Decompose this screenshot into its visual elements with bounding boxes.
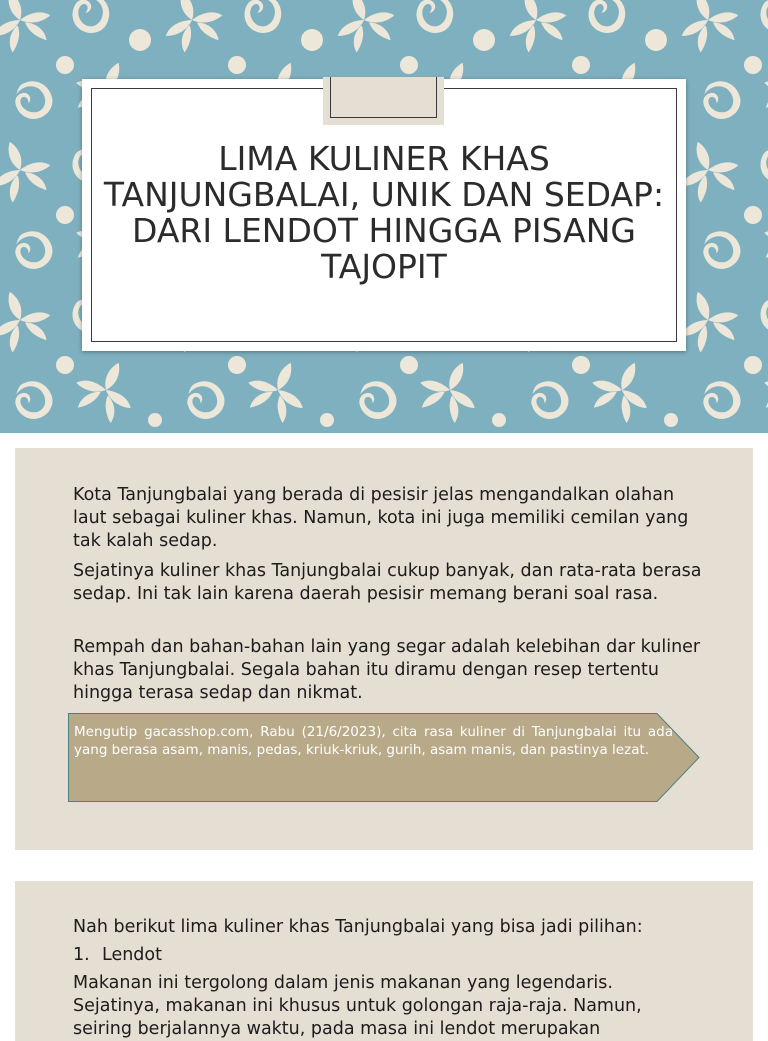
- list-intro: Nah berikut lima kuliner khas Tanjungbalai yang bisa jadi pilihan:: [73, 917, 643, 937]
- content-slide-list: [15, 881, 753, 1041]
- slide-title: LIMA KULINER KHAS TANJUNGBALAI, UNIK DAN SEDAP: DARI LENDOT HINGGA PISANG TAJOPIT: [103, 139, 665, 286]
- list-item-label: Lendot: [102, 945, 162, 965]
- content-slide-intro: [15, 448, 753, 850]
- paragraph-lendot: Makanan ini tergolong dalam jenis makanan yang legendaris. Sejatinya, makanan ini khusus untuk golongan raja-raja. Namun, seiring berjalannya waktu, pada masa ini lendot merupakan: [73, 973, 642, 1039]
- title-tab-decoration: [323, 77, 444, 125]
- paragraph-2: Sejatinya kuliner khas Tanjungbalai cukup banyak, dan rata-rata berasa sedap. Ini tak lain karena daerah pesisir memang berani soal rasa.: [73, 561, 702, 604]
- title-tab-frame: [330, 77, 437, 118]
- paragraph-1: Kota Tanjungbalai yang berada di pesisir jelas mengandalkan olahan laut sebagai kuliner khas. Namun, kota ini juga memiliki cemilan yang tak kalah sedap.: [73, 485, 689, 551]
- paragraph-3: Rempah dan bahan-bahan lain yang segar adalah kelebihan dar kuliner khas Tanjungbalai. Segala bahan itu diramu dengan resep tertentu hingga terasa sedap dan nikmat.: [73, 637, 701, 703]
- list-item: [73, 944, 162, 967]
- callout-arrow-box: [68, 713, 700, 802]
- callout-text: Mengutip gacasshop.com, Rabu (21/6/2023), cita rasa kuliner di Tanjungbalai itu ada yang berasa asam, manis, pedas, kriuk-kriuk, gurih, asam manis, dan pastinya lezat.: [74, 724, 673, 758]
- title-slide: [0, 0, 768, 433]
- title-card: [82, 79, 686, 351]
- list-item-number: 1.: [73, 945, 90, 965]
